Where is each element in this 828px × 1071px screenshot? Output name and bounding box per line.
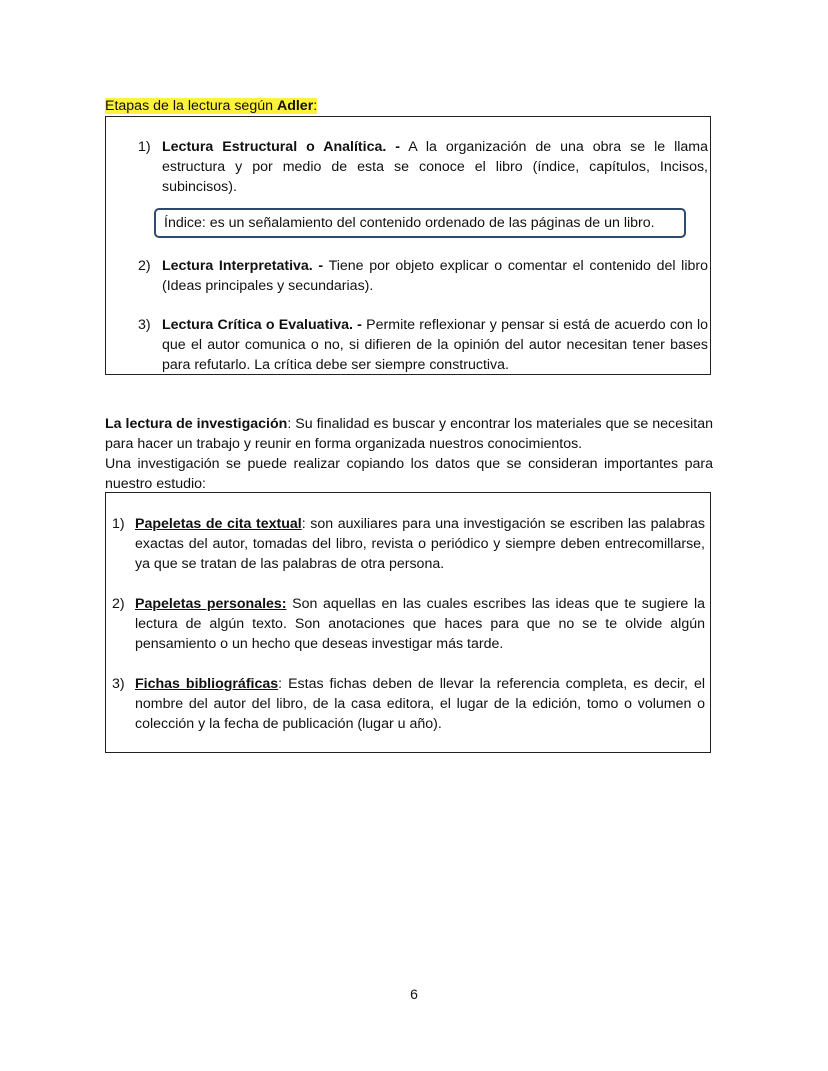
item-text: A la organización de una obra se le llama estructura y por medio de esta se conoce el libro (índice, capítulos, Incisos, subincisos). [162, 139, 709, 195]
papeleta-item [112, 674, 705, 734]
heading-suffix: : [313, 98, 318, 114]
item-number: 1) [112, 516, 125, 532]
item-title: Papeletas personales: [135, 596, 287, 612]
page-heading [105, 97, 317, 115]
stage-item [138, 137, 709, 197]
reading-stages-box [105, 116, 711, 375]
item-number: 2) [138, 258, 151, 274]
item-text: Son aquellas en las cuales escribes las ideas que te sugiere la lectura de algún texto. Son anotaciones que haces para que no se te olvide algún pensamiento o un hecho que deseas investigar más tarde. [135, 596, 705, 652]
investigation-paragraph-2: Una investigación se puede realizar copiando los datos que se consideran importantes para nuestro estudio: [105, 456, 713, 492]
item-number: 3) [138, 317, 151, 333]
papeleta-item [112, 594, 705, 654]
papeleta-item [112, 514, 705, 574]
item-number: 1) [138, 139, 151, 155]
stage-item [138, 256, 708, 296]
item-title: Papeletas de cita textual [135, 516, 302, 532]
page-number: 6 [410, 986, 418, 1002]
item-text: : son auxiliares para una investigación se escriben las palabras exactas del autor, tomadas del libro, revista o periódico y siempre deben entrecomillarse, ya que se tratan de las palabras de otra persona. [135, 516, 705, 572]
stage-item [138, 315, 709, 375]
heading-prefix: Etapas de la lectura según [105, 98, 277, 114]
investigation-title: La lectura de investigación [105, 416, 288, 432]
item-title: Lectura Crítica o Evaluativa. - [162, 317, 362, 333]
papeletas-box [105, 492, 711, 753]
item-text: : Estas fichas deben de llevar la referencia completa, es decir, el nombre del autor del libro, de la casa editora, el lugar de la edición, tomo o volumen o colección y la fecha de publicación (lugar u año). [135, 676, 705, 732]
indice-note: Índice: es un señalamiento del contenido ordenado de las páginas de un libro. [154, 208, 686, 238]
item-text: Tiene por objeto explicar o comentar el contenido del libro (Ideas principales y secundarias). [162, 258, 708, 294]
investigation-paragraph [105, 414, 713, 454]
item-title: Lectura Estructural o Analítica. - [162, 139, 401, 155]
heading-highlight [105, 98, 313, 114]
item-title: Lectura Interpretativa. - [162, 258, 324, 274]
item-number: 2) [112, 596, 125, 612]
item-number: 3) [112, 676, 125, 692]
item-title: Fichas bibliográficas [135, 676, 279, 692]
heading-bold: Adler [276, 98, 314, 114]
investigation-text: : Su finalidad es buscar y encontrar los materiales que se necesitan para hacer un trabajo y reunir en forma organizada nuestros conocimientos. [105, 416, 713, 452]
item-text: Permite reflexionar y pensar si está de acuerdo con lo que el autor comunica o no, si difieren de la opinión del autor necesitan tener bases para refutarlo. La crítica debe ser siempre constructiva. [162, 317, 709, 373]
